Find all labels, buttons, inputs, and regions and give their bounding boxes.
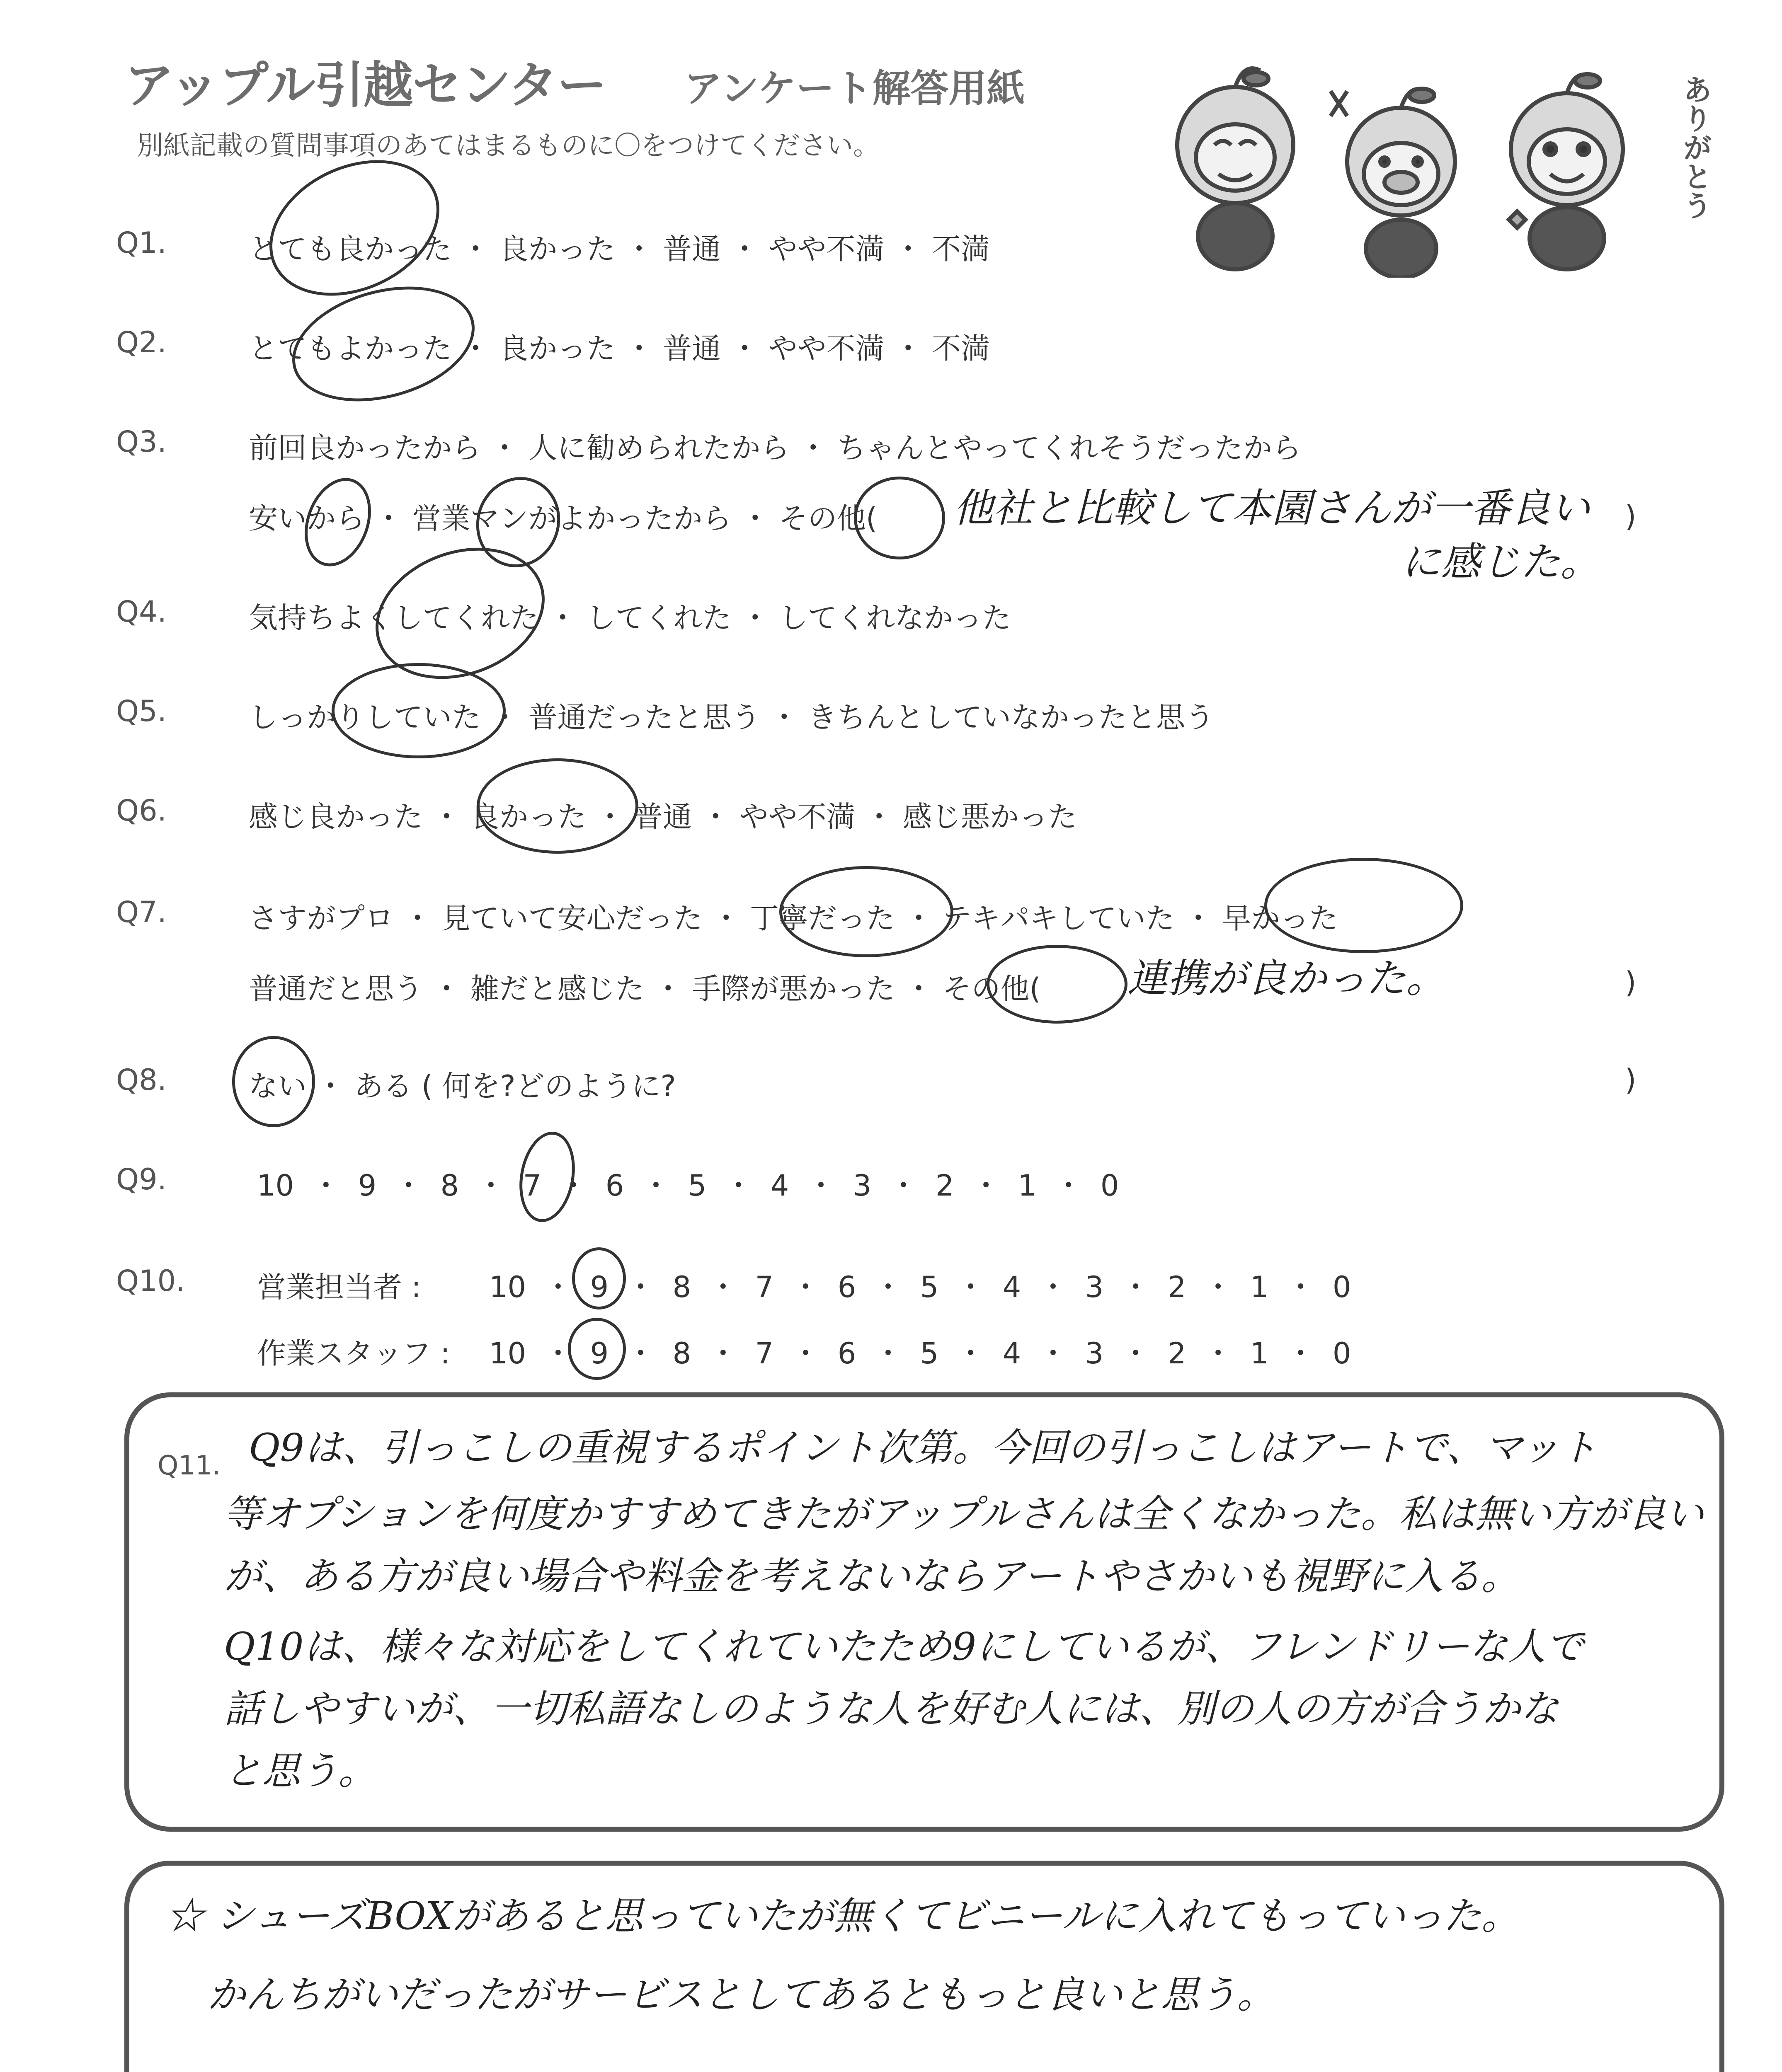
- q6-options[interactable]: 感じ良かった ・ 良かった ・ 普通 ・ やや不満 ・ 感じ悪かった: [249, 800, 1077, 834]
- q6-answer-circle: [477, 758, 638, 854]
- q6-label: Q6.: [116, 794, 167, 828]
- q10-staff-label: 作業スタッフ :: [257, 1336, 450, 1370]
- q3-options-line1[interactable]: 前回良かったから ・ 人に勧められたから ・ ちゃんとやってくれそうだったから: [249, 431, 1302, 465]
- instruction-text: 別紙記載の質問事項のあてはまるものに〇をつけてください。: [137, 131, 880, 161]
- q3-handwritten-line1: 他社と比較して本園さんが一番良い: [953, 485, 1590, 531]
- company-title: アップル引越センター: [124, 57, 606, 114]
- q11-line-5: 話しやすいが、一切私語なしのような人を好む人には、別の人の方が合うかな: [224, 1687, 1559, 1731]
- q7-options-line2[interactable]: 普通だと思う ・ 雑だと感じた ・ 手際が悪かった ・ その他(: [249, 972, 1041, 1006]
- q9-scale[interactable]: 10 ・ 9 ・ 8 ・ 7 ・ 6 ・ 5 ・ 4 ・ 3 ・ 2 ・ 1 ・ 0: [257, 1169, 1119, 1203]
- q11-line-4: Q10は、様々な対応をしてくれていたため9にしているが、フレンドリーな人で: [224, 1624, 1584, 1669]
- q1-label: Q1.: [116, 226, 167, 260]
- free-comment-line-1: ☆ シューズBOXがあると思っていたが無くてビニールに入れてもっていった。: [166, 1894, 1520, 1938]
- q7-answer-circle-other: [987, 945, 1127, 1024]
- q3-label: Q3.: [116, 425, 167, 459]
- q7-answer-circle-polite: [779, 866, 953, 957]
- q7-label: Q7.: [116, 895, 167, 929]
- q4-label: Q4.: [116, 595, 167, 629]
- q7-handwritten: 連携が良かった。: [1127, 955, 1446, 1002]
- q7-close-paren: ): [1625, 966, 1637, 1000]
- q11-line-2: 等オプションを何度かすすめてきたがアップルさんは全くなかった。私は無い方が良い: [224, 1492, 1704, 1536]
- mascot-thanks-text: ありがとう: [1678, 75, 1712, 220]
- q10-label: Q10.: [116, 1264, 185, 1298]
- q2-label: Q2.: [116, 325, 167, 359]
- free-comment-line-2: かんちがいだったがサービスとしてあるともっと良いと思う。: [207, 1973, 1275, 2017]
- q10-staff-answer-circle: [568, 1318, 626, 1380]
- q5-options[interactable]: しっかりしていた ・ 普通だったと思う ・ きちんとしていなかったと思う: [249, 700, 1215, 734]
- q11-label: Q11.: [158, 1450, 221, 1481]
- form-subtitle: アンケート解答用紙: [684, 66, 1025, 111]
- q7-options-line1[interactable]: さすがプロ ・ 見ていて安心だった ・ 丁寧だった ・ テキパキしていた ・ 早かった: [249, 901, 1338, 935]
- q1-options[interactable]: とても良かった ・ 良かった ・ 普通 ・ やや不満 ・ 不満: [249, 232, 990, 266]
- q3-answer-circle-cheap: [293, 469, 383, 576]
- q3-options-line2[interactable]: 安いから ・ 営業マンがよかったから ・ その他(: [249, 501, 878, 535]
- q9-answer-circle: [513, 1127, 582, 1226]
- q9-label: Q9.: [116, 1162, 167, 1196]
- q10-sales-answer-circle: [572, 1247, 626, 1310]
- q4-options[interactable]: 気持ちよくしてくれた ・ してくれた ・ してくれなかった: [249, 601, 1011, 635]
- q10-sales-scale[interactable]: 10 ・ 9 ・ 8 ・ 7 ・ 6 ・ 5 ・ 4 ・ 3 ・ 2 ・ 1 ・ 0: [489, 1270, 1351, 1304]
- q3-close-paren: ): [1625, 499, 1637, 533]
- q8-answer-circle: [232, 1036, 315, 1127]
- q11-line-3: が、ある方が良い場合や料金を考えないならアートやさかいも視野に入る。: [224, 1554, 1520, 1598]
- q5-answer-circle: [332, 663, 506, 758]
- q3-answer-circle-other: [854, 477, 945, 559]
- q11-line-6: と思う。: [224, 1749, 377, 1793]
- q8-label: Q8.: [116, 1063, 167, 1097]
- q10-sales-label: 営業担当者 :: [257, 1270, 421, 1304]
- q5-label: Q5.: [116, 694, 167, 728]
- q7-answer-circle-fast: [1264, 858, 1463, 953]
- q8-options[interactable]: ない ・ ある ( 何を?どのように?: [249, 1069, 676, 1103]
- q2-options[interactable]: とてもよかった ・ 良かった ・ 普通 ・ やや不満 ・ 不満: [249, 332, 990, 366]
- q11-line-1: Q9は、引っこしの重視するポイント次第。今回の引っこしはアートで、マット: [249, 1426, 1598, 1470]
- q3-handwritten-line2: に感じた。: [1401, 539, 1600, 585]
- q8-close-paren: ): [1625, 1063, 1637, 1097]
- q10-staff-scale[interactable]: 10 ・ 9 ・ 8 ・ 7 ・ 6 ・ 5 ・ 4 ・ 3 ・ 2 ・ 1 ・ 0: [489, 1336, 1351, 1370]
- mascot-monkeys-illustration: [1152, 62, 1691, 278]
